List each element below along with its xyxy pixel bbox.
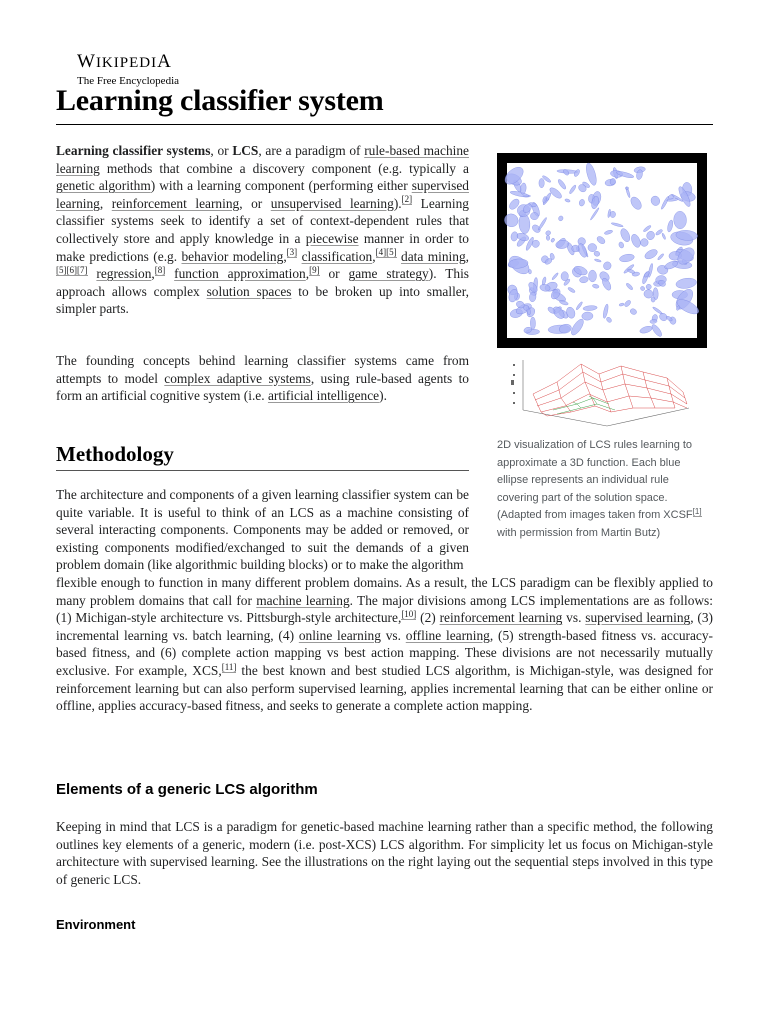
link-online-learning[interactable]: online learning <box>298 627 381 643</box>
link-regression[interactable]: regression <box>96 266 152 282</box>
intro-paragraph: Learning classifier systems, or LCS, are a paradigm of rule-based machine learning methods that combine a discovery component (e.g. typically a genetic algorithm) with a learning component (performing either supervised learning, reinforcement learning, or unsupervised learning).[2] Learning classifier systems seek to identify a set of context-dependent rules that collectively store and apply knowledge in a piecewise manner in order to make predictions (e.g. behavior modeling,[3] classification,[4][5] data mining,[5][6][7] regression,[8] function approximation,[9] or game strategy). This approach allows complex solution spaces to be broken up into smaller, simpler parts. <box>56 143 470 317</box>
link-machine-learning[interactable]: machine learning <box>256 592 350 608</box>
methodology-paragraph-top: The architecture and components of a given learning classifier system can be quite variable. It is useful to think of an LCS as a machine consisting of several interacting components. Components may be added or removed, or existing components modified/exchanged to suit the demands of a given problem domain (like algorithmic building blocks) or to make the algorithm <box>56 487 469 573</box>
title-divider <box>56 124 713 125</box>
link-solution-spaces[interactable]: solution spaces <box>206 283 292 299</box>
citation-5b[interactable]: [5] <box>56 264 67 275</box>
link-genetic-algorithm[interactable]: genetic algorithm <box>56 178 151 194</box>
link-data-mining[interactable]: data mining <box>401 248 466 264</box>
link-piecewise[interactable]: piecewise <box>305 230 359 246</box>
link-function-approximation[interactable]: function approximation <box>174 266 306 282</box>
link-reinforcement-learning[interactable]: reinforcement learning <box>111 195 240 211</box>
rule-ellipse <box>530 212 538 220</box>
link-behavior-modeling[interactable]: behavior modeling <box>181 248 284 264</box>
citation-2[interactable]: [2] <box>401 194 413 205</box>
lcs-3d-surface-plot[interactable] <box>497 352 707 432</box>
methodology-heading: Methodology <box>56 442 174 466</box>
lcs-ellipse-visualization[interactable] <box>497 153 707 348</box>
citation-4[interactable]: [4] <box>375 247 387 258</box>
rule-ellipse <box>546 235 550 240</box>
founding-paragraph: The founding concepts behind learning classifier systems came from attempts to model complex adaptive systems, using rule-based agents to form an artificial cognitive system (i.e. artificial intelligence). <box>56 353 469 404</box>
link-complex-adaptive-systems[interactable]: complex adaptive systems <box>164 370 311 386</box>
link-reinforcement-learning-2[interactable]: reinforcement learning <box>439 610 563 626</box>
rule-ellipse <box>523 305 529 311</box>
citation-5[interactable]: [5] <box>386 247 397 258</box>
page-title: Learning classifier system <box>56 84 384 117</box>
link-supervised-learning-2[interactable]: supervised learning <box>585 610 691 626</box>
link-offline-learning[interactable]: offline learning <box>405 627 490 643</box>
methodology-divider <box>56 470 469 471</box>
citation-7[interactable]: [7] <box>77 264 88 275</box>
link-supervised-learning[interactable]: supervised learning <box>56 178 469 211</box>
link-classification[interactable]: classification <box>301 248 373 264</box>
rule-ellipse <box>530 317 535 329</box>
citation-1[interactable]: [1] <box>692 506 702 516</box>
citation-6[interactable]: [6] <box>66 264 77 275</box>
rule-ellipse <box>539 178 544 187</box>
link-xcsf[interactable]: XCSF <box>663 509 693 522</box>
figure-caption: 2D visualization of LCS rules learning to approximate a 3D function. Each blue ellipse represents an individual rule covering part of the solution space. (Adapted from images taken from XCSF[1] with permission from Martin Butz) <box>497 439 702 539</box>
rule-ellipse <box>625 187 629 190</box>
link-unsupervised-learning[interactable]: unsupervised learning <box>270 195 394 211</box>
elements-paragraph: Keeping in mind that LCS is a paradigm for genetic-based machine learning rather than a specific method, the following outlines key elements of a generic, modern (i.e. post-XCS) LCS algorithm. For simplicity let us focus on Michigan-style architecture with supervised learning. See the illustrations on the right laying out the sequential steps involved in this type of generic LCS. <box>56 819 713 887</box>
elements-heading: Elements of a generic LCS algorithm <box>56 781 318 798</box>
wikipedia-tagline: The Free Encyclopedia <box>77 75 180 87</box>
rule-ellipse <box>610 211 616 218</box>
citation-10[interactable]: [10] <box>401 608 417 619</box>
wikipedia-wordmark: WIKIPEDIA <box>77 51 172 72</box>
rule-ellipse <box>588 270 596 282</box>
methodology-paragraph-bottom: flexible enough to function in many different problem domains. As a result, the LCS paradigm can be flexibly applied to many problem domains that call for machine learning. The major divisions among LCS implementations are as follows: (1) Michigan-style architecture vs. Pittsburgh-style architecture,[10] (2) reinforcement learning vs. supervised learning, (3) incremental learning vs. batch learning, (4) online learning vs. offline learning, (5) strength-based fitness vs. accuracy-based fitness, and (6) complete action mapping vs best action mapping. These divisions are not necessarily mutually exclusive. For example, XCS,[11] the best known and best studied LCS algorithm, is Michigan-style, was designed for reinforcement learning but can also perform supervised learning, applies incremental learning that can be either online or offline, applies accuracy-based fitness, and seeks to generate a complete action mapping. <box>56 575 714 714</box>
link-game-strategy[interactable]: game strategy <box>348 266 429 282</box>
citation-11[interactable]: [11] <box>221 661 237 672</box>
wikipedia-logo[interactable] <box>77 52 179 87</box>
link-artificial-intelligence[interactable]: artificial intelligence <box>267 388 380 404</box>
citation-8[interactable]: [8] <box>154 264 166 275</box>
citation-9[interactable]: [9] <box>309 264 320 275</box>
citation-3[interactable]: [3] <box>286 247 298 258</box>
environment-heading: Environment <box>56 917 136 932</box>
link-rule-based-ml[interactable]: rule-based machine learning <box>56 143 469 176</box>
